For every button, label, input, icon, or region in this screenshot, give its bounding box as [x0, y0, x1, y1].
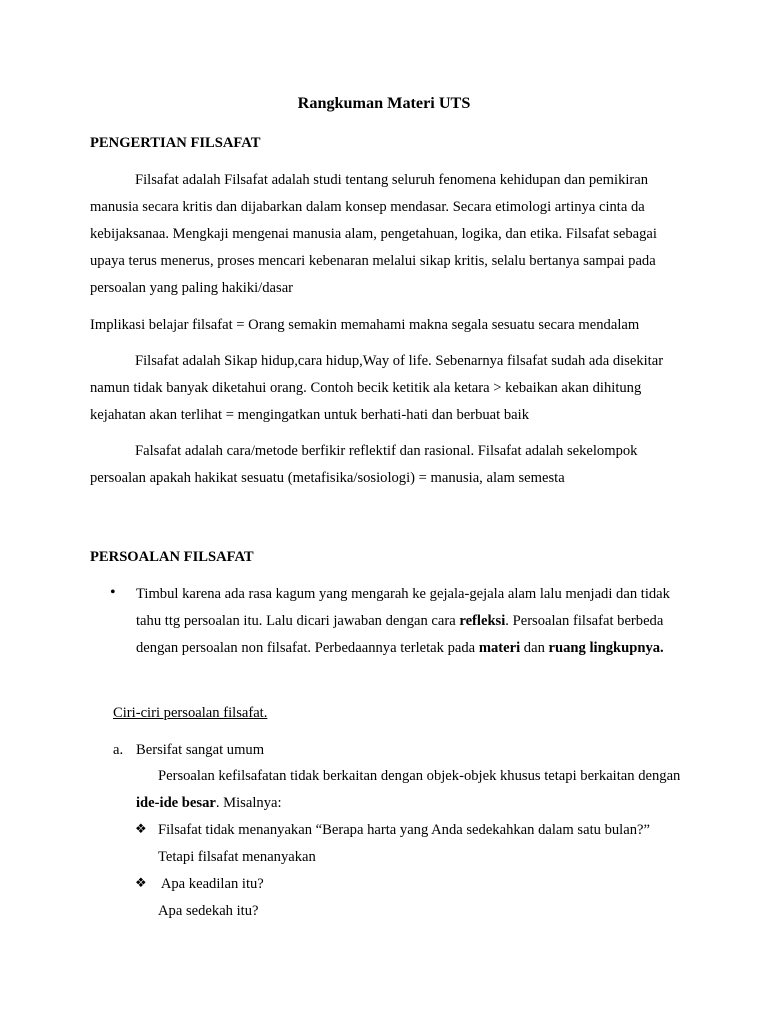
bullet-text-2: . Persoalan filsafat berbeda dengan persoalan non filsafat. Perbedaannya terletak pada	[136, 613, 664, 656]
bullet-icon: •	[110, 584, 116, 601]
paragraph-4	[90, 438, 680, 492]
section-heading-pengertian: PENGERTIAN FILSAFAT	[90, 135, 261, 151]
paragraph-1-text: Filsafat adalah Filsafat adalah studi tentang seluruh fenomena kehidupan dan pemikiran manusia secara kritis dan dijabarkan dalam konsep mendasar. Secara etimologi artinya cinta da kebijaksanaa. Mengkaji mengenai manusia alam, pengetahuan, logika, dan etika. Filsafat sebagai upaya terus menerus, proses mencari kebenaran melalui sikap kritis, selalu bertanya sampai pada persoalan yang paling hakiki/dasar	[90, 172, 657, 296]
diamond-2-line-2: Apa sedekah itu?	[158, 903, 259, 919]
bullet-bold-refleksi: refleksi	[459, 613, 506, 629]
item-a-desc-text-2: . Misalnya:	[215, 795, 282, 811]
diamond-2-line-1: Apa keadilan itu?	[158, 876, 264, 892]
paragraph-3-text: Filsafat adalah Sikap hidup,cara hidup,Way of life. Sebenarnya filsafat sudah ada disekitar namun tidak banyak diketahui orang. Contoh becik ketitik ala ketara > kebaikan akan dihitung kejahatan akan terlihat = mengingatkan untuk berhati-hati dan berbuat baik	[90, 353, 664, 423]
bullet-text-3: dan	[520, 640, 549, 656]
bullet-paragraph	[136, 581, 681, 662]
item-a-label: Bersifat sangat umum	[136, 742, 265, 758]
section-heading-persoalan: PERSOALAN FILSAFAT	[90, 549, 254, 565]
bullet-bold-materi: materi	[478, 640, 521, 656]
item-a-desc-bold: ide-ide besar	[136, 795, 216, 811]
paragraph-2	[90, 312, 680, 339]
paragraph-4-text: Falsafat adalah cara/metode berfikir reflektif dan rasional. Filsafat adalah sekelompok persoalan apakah hakikat sesuatu (metafisika/sosiologi) = manusia, alam semesta	[90, 443, 638, 486]
item-a-marker: a.	[113, 742, 124, 758]
diamond-1-line-1: Filsafat tidak menanyakan “Berapa harta yang Anda sedekahkan dalam satu bulan?”	[158, 822, 650, 838]
paragraph-3	[90, 348, 680, 429]
diamond-bullet-icon: ❖	[135, 875, 147, 890]
ciri-heading: Ciri-ciri persoalan filsafat.	[113, 705, 268, 721]
bullet-text-1: Timbul karena ada rasa kagum yang mengarah ke gejala-gejala alam lalu menjadi dan tidak tahu ttg persoalan itu. Lalu dicari jawaban dengan cara	[136, 586, 670, 629]
diamond-bullet-icon: ❖	[135, 821, 147, 836]
document-title: Rangkuman Materi UTS	[297, 94, 471, 112]
item-a-description	[136, 763, 681, 817]
diamond-1-line-2: Tetapi filsafat menanyakan	[158, 849, 316, 865]
paragraph-2-text: Implikasi belajar filsafat = Orang semakin memahami makna segala sesuatu secara mendalam	[90, 317, 640, 333]
bullet-bold-ruang: ruang lingkupnya.	[548, 640, 664, 656]
item-a-desc-text-1: Persoalan kefilsafatan tidak berkaitan dengan objek-objek khusus tetapi berkaitan dengan	[158, 768, 681, 784]
paragraph-1	[90, 167, 680, 302]
